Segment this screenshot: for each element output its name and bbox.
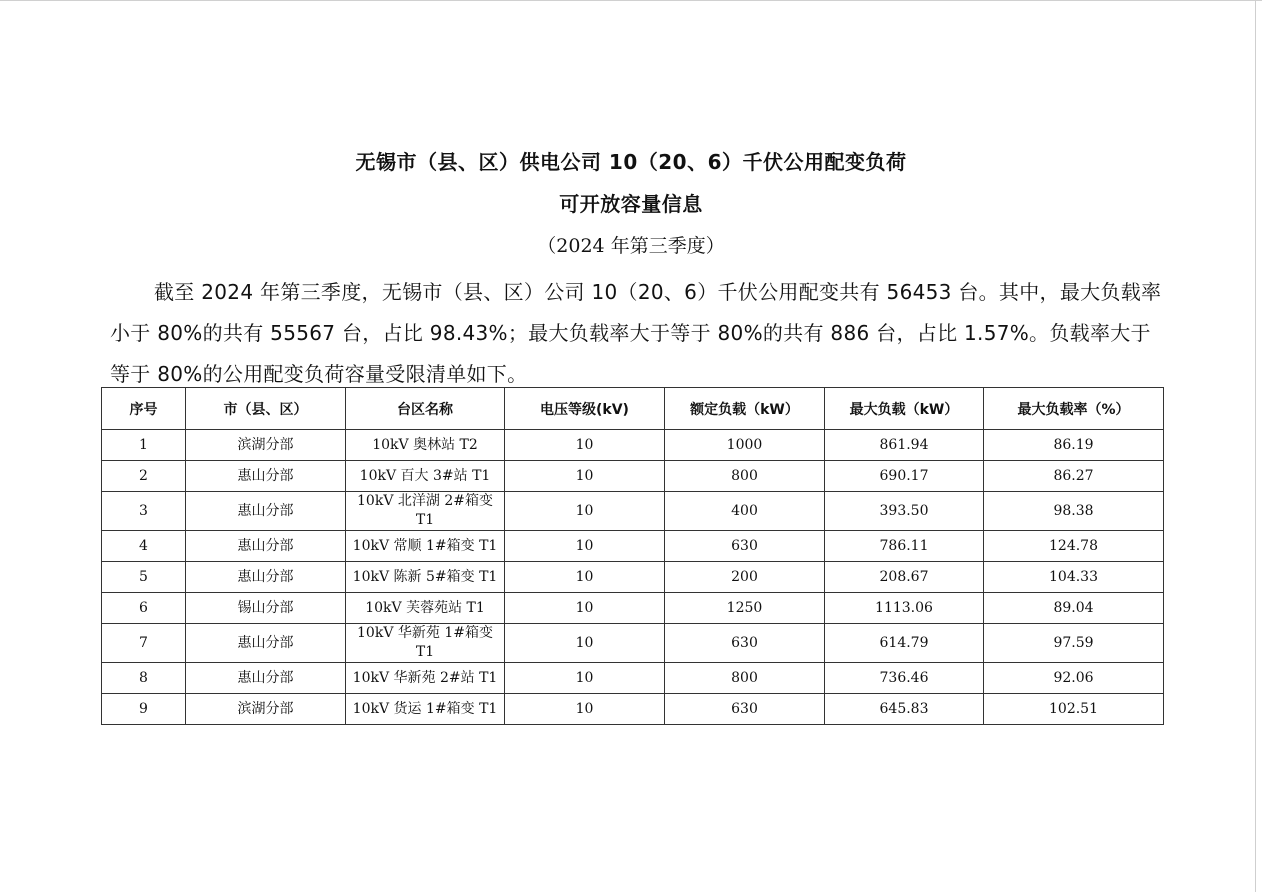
cell-seq: 3 — [102, 492, 186, 531]
cell-seq: 9 — [102, 694, 186, 725]
cell-district: 惠山分部 — [186, 624, 346, 663]
cell-rated-load: 800 — [665, 461, 825, 492]
cell-rated-load: 200 — [665, 562, 825, 593]
cell-district: 惠山分部 — [186, 562, 346, 593]
cell-max-load: 690.17 — [825, 461, 984, 492]
document-title-line-2: 可开放容量信息 — [559, 192, 703, 216]
table-row — [102, 531, 1164, 562]
cell-area-name: 10kV 陈新 5#箱变 T1 — [346, 562, 505, 593]
cell-rated-load: 630 — [665, 624, 825, 663]
cell-max-load-rate: 124.78 — [984, 531, 1164, 562]
table-row — [102, 593, 1164, 624]
cell-rated-load: 630 — [665, 531, 825, 562]
cell-district: 滨湖分部 — [186, 430, 346, 461]
cell-rated-load: 1000 — [665, 430, 825, 461]
cell-max-load-rate: 92.06 — [984, 663, 1164, 694]
cell-seq: 6 — [102, 593, 186, 624]
table-row — [102, 430, 1164, 461]
cell-voltage: 10 — [505, 430, 665, 461]
cell-rated-load: 800 — [665, 663, 825, 694]
cell-max-load: 736.46 — [825, 663, 984, 694]
cell-rated-load: 400 — [665, 492, 825, 531]
cell-seq: 1 — [102, 430, 186, 461]
table-header-row — [102, 388, 1164, 430]
cell-voltage: 10 — [505, 663, 665, 694]
cell-max-load: 208.67 — [825, 562, 984, 593]
cell-voltage: 10 — [505, 492, 665, 531]
document-title-line-1: 无锡市（县、区）供电公司 10（20、6）千伏公用配变负荷 — [355, 150, 907, 174]
cell-voltage: 10 — [505, 461, 665, 492]
cell-area-name: 10kV 奥林站 T2 — [346, 430, 505, 461]
table-row — [102, 663, 1164, 694]
table-row — [102, 562, 1164, 593]
header-district: 市（县、区） — [186, 388, 346, 430]
cell-seq: 4 — [102, 531, 186, 562]
cell-seq: 8 — [102, 663, 186, 694]
cell-max-load-rate: 86.19 — [984, 430, 1164, 461]
table-row — [102, 624, 1164, 663]
cell-district: 滨湖分部 — [186, 694, 346, 725]
cell-voltage: 10 — [505, 593, 665, 624]
cell-max-load: 786.11 — [825, 531, 984, 562]
cell-district: 惠山分部 — [186, 663, 346, 694]
cell-max-load-rate: 98.38 — [984, 492, 1164, 531]
cell-seq: 5 — [102, 562, 186, 593]
cell-district: 锡山分部 — [186, 593, 346, 624]
cell-area-name: 10kV 货运 1#箱变 T1 — [346, 694, 505, 725]
cell-rated-load: 630 — [665, 694, 825, 725]
cell-area-name: 10kV 华新苑 2#站 T1 — [346, 663, 505, 694]
header-max-load: 最大负载（kW） — [825, 388, 984, 430]
cell-max-load-rate: 97.59 — [984, 624, 1164, 663]
cell-max-load: 861.94 — [825, 430, 984, 461]
cell-district: 惠山分部 — [186, 531, 346, 562]
cell-max-load: 614.79 — [825, 624, 984, 663]
cell-max-load: 1113.06 — [825, 593, 984, 624]
cell-max-load-rate: 104.33 — [984, 562, 1164, 593]
cell-voltage: 10 — [505, 694, 665, 725]
header-max-load-rate: 最大负载率（%） — [984, 388, 1164, 430]
table-row — [102, 492, 1164, 531]
cell-district: 惠山分部 — [186, 492, 346, 531]
cell-max-load-rate: 86.27 — [984, 461, 1164, 492]
cell-seq: 7 — [102, 624, 186, 663]
cell-max-load: 645.83 — [825, 694, 984, 725]
cell-max-load: 393.50 — [825, 492, 984, 531]
cell-area-name: 10kV 百大 3#站 T1 — [346, 461, 505, 492]
cell-voltage: 10 — [505, 531, 665, 562]
summary-paragraph: 截至 2024 年第三季度，无锡市（县、区）公司 10（20、6）千伏公用配变共有 56453 台。其中，最大负载率小于 80%的共有 55567 台，占比 98.43%；最大负载率大于等于 80%的共有 886 台，占比 1.57%。负载率大于等于 80%的公用配变负荷容量受限清单如下。 — [110, 280, 1162, 386]
cell-max-load-rate: 102.51 — [984, 694, 1164, 725]
table-row — [102, 461, 1164, 492]
table-row — [102, 694, 1164, 725]
cell-area-name: 10kV 北洋湖 2#箱变 T1 — [346, 492, 505, 531]
transformer-load-table — [101, 387, 1164, 725]
header-voltage: 电压等级(kV) — [505, 388, 665, 430]
cell-area-name: 10kV 芙蓉苑站 T1 — [346, 593, 505, 624]
header-area-name: 台区名称 — [346, 388, 505, 430]
cell-rated-load: 1250 — [665, 593, 825, 624]
document-subtitle: （2024 年第三季度） — [537, 235, 725, 257]
header-rated-load: 额定负载（kW） — [665, 388, 825, 430]
cell-area-name: 10kV 常顺 1#箱变 T1 — [346, 531, 505, 562]
cell-district: 惠山分部 — [186, 461, 346, 492]
header-seq: 序号 — [102, 388, 186, 430]
page-top-edge — [0, 0, 1262, 1]
cell-seq: 2 — [102, 461, 186, 492]
cell-voltage: 10 — [505, 624, 665, 663]
cell-voltage: 10 — [505, 562, 665, 593]
cell-max-load-rate: 89.04 — [984, 593, 1164, 624]
page-right-edge — [1255, 0, 1256, 892]
cell-area-name: 10kV 华新苑 1#箱变 T1 — [346, 624, 505, 663]
